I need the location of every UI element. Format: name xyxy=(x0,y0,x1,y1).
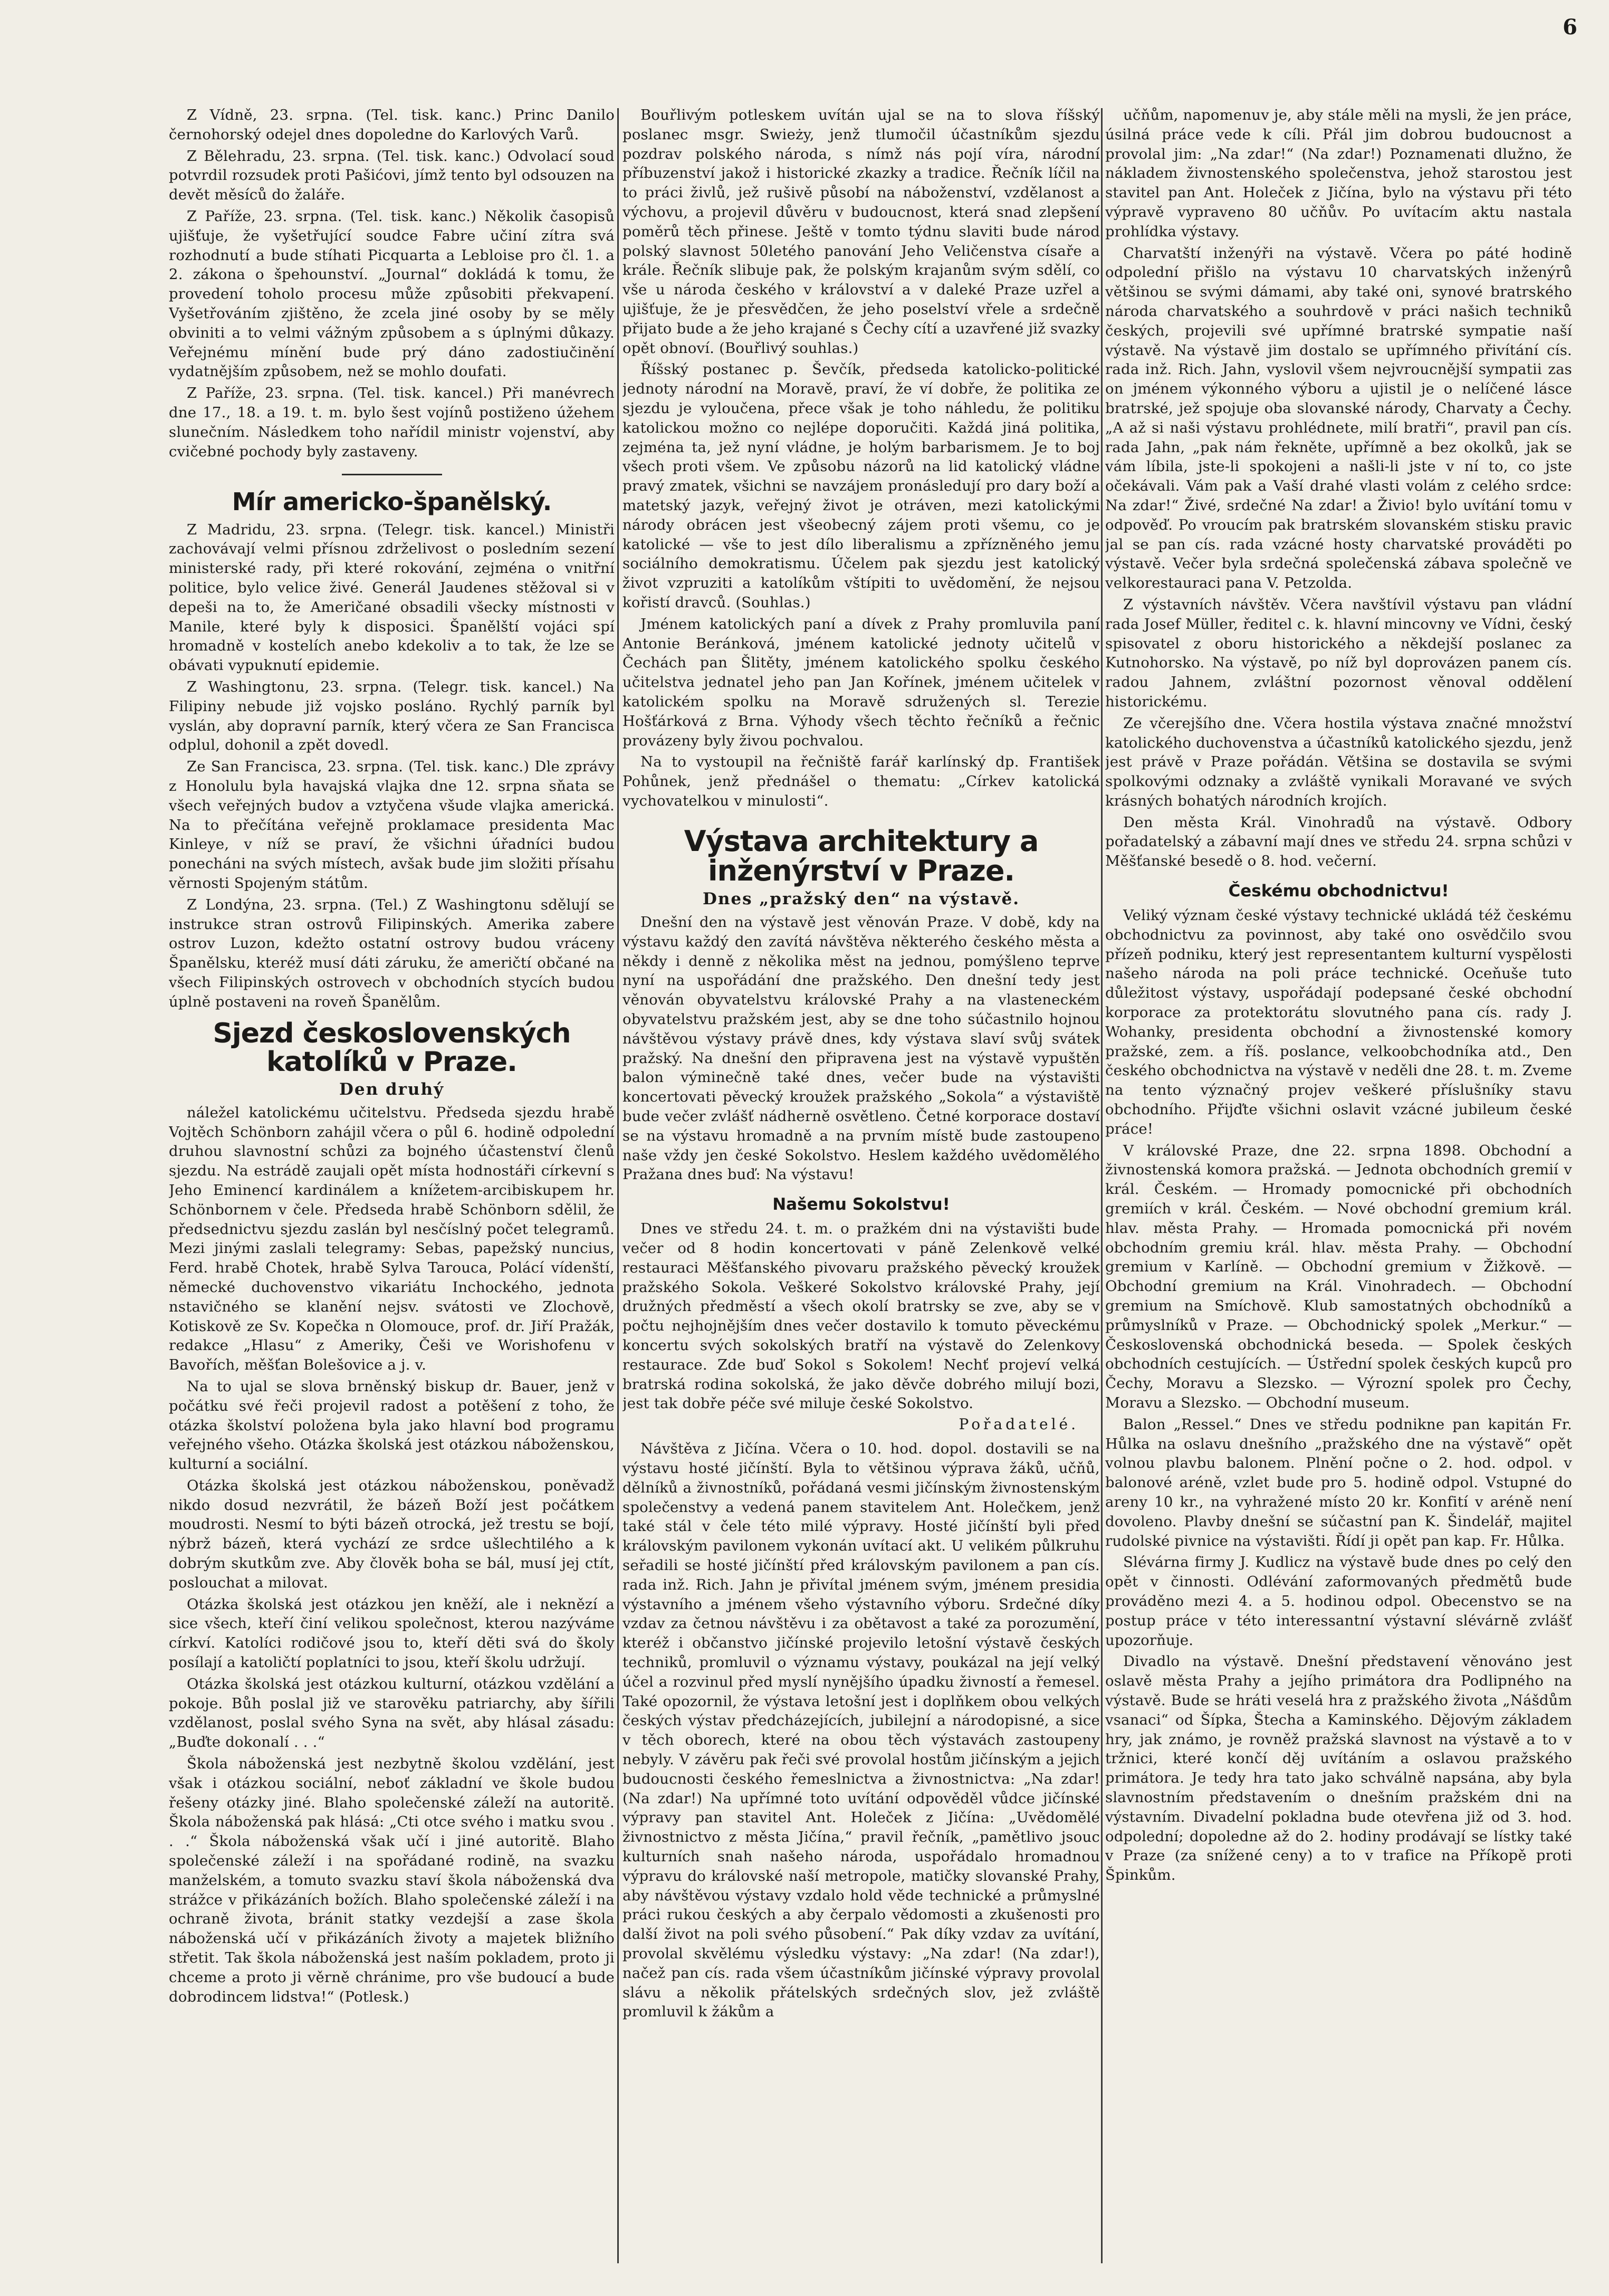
signature: Pořadatelé. xyxy=(959,1415,1079,1433)
article-subheading: Dnes „pražský den“ na výstavě. xyxy=(702,889,1020,909)
section-divider xyxy=(342,474,442,475)
section-heading: Českému obchodnictvu! xyxy=(1228,882,1449,901)
news-paragraph: Jménem katolických paní a dívek z Prahy promluvila paní Antonie Beránková, jménem katolické jednoty učitelů v Čechách pan Šlitěty, jménem katolického spolku českého učitelstva jednatel jeho pan Jan Kořínek, jménem učitelek v katolickém spolku na Moravě sdružených sl. Terezie Hošťárková z Brna. Výhody všech těchto řečníků a řečnic provázeny byly živou pochvalou. xyxy=(622,615,1100,749)
news-paragraph: Z výstavních návštěv. Včera navštívil výstavu pan vládní rada Josef Müller, ředitel c. k. hlavní mincovny ve Vídni, český spisovatel z oboru historického a někdejší poslanec za Kutnohorsko. Na výstavě, po níž byl doprovázen panem cís. radou Jahnem, zvláštní pozornost věnoval oddělení historickému. xyxy=(1105,596,1572,710)
news-paragraph: Návštěva z Jičína. Včera o 10. hod. dopol. dostavili se na výstavu hosté jičínští. Byla to většinou výprava žáků, učňů, dělníků a živnostníků, pořádaná vesmi jičínským živnostenským společenstvy a vedená panem stavitelem Ant. Holečkem, jenž také stál v čele této milé výpravy. Hosté jičínští byli před královským pavilonem vykonán uvítací akt. U velikém půlkruhu seřadili se hosté jičínští před královským pavilonem a pan cís. rada inž. Rich. Jahn je přivítal jménem svým, jménem presidia výstavního a jménem všeho výstavního výboru. Srdečné díky vzdav za četnou návštěvu i za obětavost a také za porozumění, kteréž i občanstvo jičínské projevilo letošní výstavě českých techniků, promluvil o významu výstavy, poukázal na její velký účel a rozvinul před myslí nynějšího úpadku živností a řemesel. Také opozornil, že výstava letošní jest i doplňkem obou velkých českých výstav předcházejících, jubilejní a národopisné, a sice v těch oborech, které na obou těch výstavách zastoupeny nebyly. V závěru pak řeči své provolal hostům jičínským a jejich budoucnosti českého řemeslnictva a živnostnictva: „Na zdar! (Na zdar!) Na upřímné toto uvítání odpověděl vůdce jičínské výpravy pan stavitel Ant. Holeček z Jičína: „Uvědomělé živnostnictvo z města Jičína,“ pravil řečník, „pamětlivo jsouc kulturních snah našeho národa, uspořádalo hromadnou výpravu do královské naší metropole, matičky slovanské Prahy, aby návštěvou výstavy vzdalo hold věde technické a průmyslné práci rukou českých a aby čerpalo vědomosti a zkušenosti pro další život na poli svého působení.“ Pak díky vzdav za uvítání, provolal skvělému výsledku výstavy: „Na zdar! (Na zdar!), načež pan cís. rada všem účastníkům jičínské výpravy provolal slávu a několik přátelských srdečných slov, jež zvláště promluvil k žákům a xyxy=(622,1440,1100,2021)
news-paragraph: Na to ujal se slova brněnský biskup dr. Bauer, jenž v počátku své řeči projevil radost a potěšení z toho, že otázka školství položena byla jako hlavní bod programu veřejného všeho. Otázka školská jest otázkou náboženskou, kulturní a sociální. xyxy=(169,1377,615,1473)
news-paragraph: Ze včerejšího dne. Včera hostila výstava značné množství katolického duchovenstva a účastníků katolického sjezdu, jenž jest právě v Praze pořádán. Většina se dostavila se svými spolkovými odznaky a zvláště vynikali Moravané ve svých krásných bohatých národních krojích. xyxy=(1105,714,1572,809)
news-paragraph: Škola náboženská jest nezbytně školou vzdělání, jest však i otázkou sociální, neboť základní ve škole budou řešeny otázky jiné. Blaho společenské záleží na autoritě. Škola náboženská pak hlásá: „Cti otce svého i matku svou . . .“ Škola náboženská však učí i jiné autoritě. Blaho společenské záleží i na spořádané rodině, na svazku manželském, a tomuto svazku staví škola náboženská dva strážce v přikázáních božích. Blaho společenské záleží i na ochraně života, bránit statky vezdejší a zase škola náboženská učí v přikázáních životy a majetek bližního střetit. Tak škola náboženská jest naším pokladem, proto ji chceme a proto ji věrně chránime, pro vše budoucí a bude dobrodincem lidstva!“ (Potlesk.) xyxy=(169,1755,615,2005)
news-paragraph: Charvatští inženýři na výstavě. Včera po páté hodině odpolední přišlo na výstavu 10 charvatských inženýrů většinou se svými dámami, aby také oni, synové bratrského národa charvatského a souhrdově v práci našich techniků českých, projevili své upřímné bratrské sympatie naší výstavě. Na výstavě jim dostalo se upřímného přivítání cís. rada inž. Rich. Jahn, vyslovil všem nejvroucnější sympatii zas on jménem výkonného výboru a ujistil je o nelíčené lásce bratrské, jež spojuje oba slovanské národy, Charvaty a Čechy. „A až si naši výstavu prohlédnete, milí bratři“, pravil pan cís. rada Jahn, „pak nám řekněte, upřímně a bez okolků, jak se vám líbila, jste-li spokojeni a našli-li jste v ní to, co jste očekávali. Vám pak a Vaší drahé vlasti volám z celého srdce: Na zdar!“ Živé, srdečné Na zdar! a Živio! bylo uvítání tomu v odpověď. Po vroucím pak bratrském slovanském stisku pravic jal se pan cís. rada vzácné hosty charvatské prováděti po výstavě. Večer byla srdečná společenská zábava společně ve velkorestauraci pana V. Petzolda. xyxy=(1105,244,1572,592)
news-paragraph: náležel katolickému učitelstvu. Předseda sjezdu hrabě Vojtěch Schönborn zahájil včera o půl 6. hodině odpolední druhou slavnostní schůzi za bojného účastenství členů sjezdu. Na estrádě zaujali opět místa hodnostáři církevní s Jeho Eminencí kardinálem a knížetem-arcibiskupem hr. Schönbornem v čele. Předseda hrabě Schönborn sdělil, že předsednictvu sjezdu zaslán byl nesčíslný počet telegramů. Mezi jinými zaslali telegramy: Sebas, papežský nuncius, Ferd. hrabě Chotek, hrabě Sylva Tarouca, Polácí vídenští, německé duchovenstvo vikariátu Inchockého, jednota nstavičného se klanění nejsv. svátosti ve Zlochově, Kotiskově ze Sv. Kopečka n Olomouce, prof. dr. Jiří Pražák, redakce „Hlasu“ z Ameriky, Češi ve Worishofenu v Bavořích, měšťan Bolešovice a j. v. xyxy=(169,1104,615,1374)
page-number: 6 xyxy=(1563,15,1577,40)
news-paragraph: Dnešní den na výstavě jest věnován Praze. V době, kdy na výstavu každý den zavítá návštěva některého českého města a někdy i denně z několika měst na jednou, pomýšleno teprve nyní na uspořádání dne pražského. Den dnešní tedy jest věnován obyvatelstvu královské Prahy a na vlasteneckém obyvatelstvu pražském jest, aby se dne toho súčastnilo hojnou návštěvou výstavy právě dnes, kdy výstava slaví svůj svátek pražský. Na dnešní den připravena jest na výstavě vypuštěn balon výminečně také dnes, večer bude na výstavišti koncertovati pěvecký kroužek pražského „Sokola“ a výstaviště bude večer zvlášť nádherně osvětleno. Četné korporace dostaví se na výstavu hromadně a na prvním místě bude zastoupeno naše vždy jen české Sokolstvo. Heslem každého uvědomělého Pražana dnes buď: Na výstavu! xyxy=(622,914,1100,1183)
news-paragraph: Den města Král. Vinohradů na výstavě. Odbory pořadatelský a zábavní mají dnes ve středu 24. srpna schůzi v Měšťanské besedě o 8. hod. večerní. xyxy=(1105,814,1572,870)
news-paragraph: Z Paříže, 23. srpna. (Tel. tisk. kanc.) Několik časopisů ujišťuje, že vyšetřující soudce Fabre učiní zítra svá rozhodnutí a bude stíhati Picquarta a Lebloise pro čl. 1. a 2. zákona o špehounství. „Journal“ dokládá k tomu, že provedení toholo procesu může způsobiti překvapení. Vyšetřováním zjištěno, že zcela jiné osoby by se měly obviniti a to velmi vážným způsobem a s úplnými důkazy. Veřejnému mínění bude prý dáno zadostiučinění vydatnějším způsobem, než se mohlo doufati. xyxy=(169,207,615,380)
news-paragraph: Divadlo na výstavě. Dnešní představení věnováno jest oslavě města Prahy a jejího primátora dra Podlipného na výstavě. Bude se hráti veselá hra z pražského života „Nášdům vsanaci“ od Šípka, Štecha a Kaminského. Dějovým základem hry, jak známo, je rovněž pražská slavnost na výstavě a to v tržnici, které končí děj uvítáním a oslavou pražského primátora. Je tedy hra tato jako schválně napsána, aby byla slavnostním představením o dnešním pražském dni na výstavním. Divadelní pokladna bude otevřena již od 3. hod. odpolední; dopoledne až do 2. hodiny prodávají se lístky také v Praze (za snížené ceny) a to v trafice na Příkopě proti Špinkům. xyxy=(1105,1653,1572,1884)
news-paragraph: Veliký význam české výstavy technické ukládá též českému obchodnictvu za povinnost, aby také ono osvědčilo svou přízeň podniku, který jest representantem kulturní vyspělosti našeho národa na poli práce technické. Oceňuše tuto důležitost výstavy, uspořádají podepsané české obchodní korporace za protektorátu slovutného pana cís. rady J. Wohanky, presidenta obchodní a živnostenské komory pražské, zem. a říš. poslance, velkoobchodníka atd., Den českého obchodnictva na výstavě v neděli dne 28. t. m. Zveme na tento význačný projev veškeré příslušníky stavu obchodního. Přijďte všichni oslavit vzácné jubileum české práce! xyxy=(1105,907,1572,1137)
news-paragraph: Bouřlivým potleskem uvítán ujal se na to slova říšský poslanec msgr. Swieży, jenž tlumočil účastníkům sjezdu pozdrav polského národa, s nímž nás pojí víra, národní příbuzenství jakož i historické zkazky a tradice. Řečník líčil na to práci živlů, jež rušivě působí na náboženství, vzdělanost a výchovu, a projevil důvěru v budoucnost, která snad zlepšení poměrů těch přinese. Ještě v tomto týdnu slaviti bude národ polský slavnost 50letého panování Jeho Veličenstva císaře a krále. Řečník slibuje pak, že polským krajanům svým sdělí, co vše u národa českého v království a v daleké Praze uzřel a ujišťuje, že je přesvědčen, že jeho poselství vřele a srdečně přijato bude a že jeho krajané s Čechy cítí a uzavřené již svazky opět obnoví. (Bouřlivý souhlas.) xyxy=(622,107,1100,357)
news-paragraph: Z Madridu, 23. srpna. (Telegr. tisk. kancel.) Ministři zachovávají velmi přísnou zdrželivost o posledním sezení ministerské rady, při které rokování, zejména o vnitřní politice, bylo velice živé. Generál Jaudenes stěžoval si v depeši na to, že Američané obsadili všecky místnosti v Manile, které byly k disposici. Španělští vojáci spí hromadně v kostelích anebo kdekoliv a to tak, že lze se obávati vypuknutí epidemie. xyxy=(169,521,615,674)
news-paragraph: Říšský postanec p. Ševčík, předseda katolicko-politické jednoty národní na Moravě, praví, že ví dobře, že politika ze sjezdu je vyloučena, přece však je toho náhledu, že politiku katolickou možno co nejlépe doporučiti. Každá jiná politika, zejména ta, jež nyní vládne, je holým barbarismem. Je to boj všech proti všem. Ve způsobu názorů na lid katolický vládne pravý zmatek, všichni se navzájem pronásledují pro dary boží a matetský jazyk, veřejný život je otráven, mezi katolickými národy obrácen jest všeobecný zájem proti všemu, co je katolické — vše to jest dílo liberalismu a zpřízněného jemu sociálního demokratismu. Účelem pak sjezdu jest katolický život vzpruziti a katolíkům vštípiti to uvědomění, že nejsou kořistí dravců. (Souhlas.) xyxy=(622,361,1100,611)
news-paragraph: V královské Praze, dne 22. srpna 1898. Obchodní a živnostenská komora pražská. — Jednota obchodních gremií v král. Českém. — Hromady pomocnické při obchodních gremiích v král. Českém. — Nové obchodní gremium král. hlav. města Prahy. — Hromada pomocnická při novém obchodním gremiu král. hlav. města Prahy. — Obchodní gremium v Karlíně. — Obchodní gremium v Žižkově. — Obchodní gremium na Král. Vinohradech. — Obchodní gremium na Smíchově. Klub samostatných obchodníků a průmyslníků v Praze. — Obchodnický spolek „Merkur.“ — Československá obchodnická beseda. — Spolek českých obchodních cestujících. — Ústřední spolek českých kupců pro Čechy, Moravu a Slezsko. — Výrozní spolek pro Čechy, Moravu a Slezsko. — Obchodní museum. xyxy=(1105,1142,1572,1411)
column-rule xyxy=(1101,108,1103,2263)
news-paragraph: učňům, napomenuv je, aby stále měli na mysli, že jen práce, úsilná práce vede k cíli. Přál jim dobrou budoucnost a provolal jim: „Na zdar!“ (Na zdar!) Poznamenati dlužno, že nákladem živnostenského společenstva, jehož starostou jest stavitel pan Ant. Holeček z Jičína, bylo na výstavu při této výpravě vypraveno 80 učňův. Po uvítacím aktu nastala prohlídka výstavy. xyxy=(1105,107,1572,240)
column-1 xyxy=(169,106,615,2263)
column-3 xyxy=(1105,106,1572,2263)
news-paragraph: Otázka školská jest otázkou kulturní, otázkou vzdělání a pokoje. Bůh poslal již ve starověku patriarchy, aby šířili vzdělanost, poslal svého Syna na svět, aby hlásal zásadu: „Buďte dokonalí . . .“ xyxy=(169,1675,615,1751)
news-paragraph: Otázka školská jest otázkou náboženskou, poněvadž nikdo dosud nezvrátil, že bázeň Boží jest počátkem moudrosti. Nesmí to býti bázeň otrocká, jež trestu se bojí, nýbrž bázeň, která vychází ze srdce ušlechtilého a k dobrým skutkům zve. Aby člověk boha se bál, musí jej ctít, poslouchat a milovat. xyxy=(169,1477,615,1591)
news-paragraph: Balon „Ressel.“ Dnes ve středu podnikne pan kapitán Fr. Hůlka na oslavu dnešního „pražského dne na výstavě“ opět volnou plavbu balonem. Plnění počne o 2. hod. odpol. v balonové aréně, vzlet bude pro 5. hodině odpol. Vstupné do areny 10 kr., na vyhražené místo 20 kr. Konfití v aréně není dovoleno. Plavby dnešní se súčastní pan K. Šindelář, majitel rudolské pivnice na výstavišti. Řídí ji opět pan kap. Fr. Hůlka. xyxy=(1105,1415,1572,1549)
section-heading: Našemu Sokolstvu! xyxy=(772,1195,950,1214)
news-paragraph: Na to vystoupil na řečniště farář karlínský dp. František Pohůnek, jenž přednášel o thematu: „Církev katolická vychovatelkou v minulosti“. xyxy=(622,753,1100,809)
news-paragraph: Z Washingtonu, 23. srpna. (Telegr. tisk. kancel.) Na Filipiny nebude již vojsko posláno. Rychlý parník byl vyslán, aby dopravní parník, který včera ze San Francisca odplul, dohonil a zpět dovedl. xyxy=(169,678,615,754)
article-headline: Výstava architektury a inženýrství v Praze. xyxy=(684,824,1039,888)
news-paragraph: Z Bělehradu, 23. srpna. (Tel. tisk. kanc.) Odvolací soud potvrdil rozsudek proti Pašićovi, jímž tento byl odsouzen na devět měsíců do žaláře. xyxy=(169,147,615,204)
column-2 xyxy=(622,106,1100,2263)
article-headline: Sjezd československých katolíků v Praze. xyxy=(213,1017,571,1078)
news-paragraph: Z Londýna, 23. srpna. (Tel.) Z Washingtonu sdělují se instrukce stran ostrovů Filipinských. Amerika zabere ostrov Luzon, kdežto ostatní ostrovy budou vráceny Španělsku, kteréž musí dáti záruku, že američtí občané na všech Filipinských ostrovech v obchodních stycích budou úplně postaveni na roveň Španělům. xyxy=(169,896,615,1010)
section-heading: Mír americko-španělský. xyxy=(232,487,552,516)
column-rule xyxy=(617,108,619,2263)
news-paragraph: Dnes ve středu 24. t. m. o pražkém dni na výstavišti bude večer od 8 hodin koncertovati v páně Zelenkově velké restauraci Měšťanského pivovaru pražského pěvecký kroužek pražského Sokola. Veškeré Sokolstvo královské Prahy, její družných předměstí a všech okolí bratrsky se zve, aby se v počtu nejhojnějším dnes večer dostavilo k tomuto pěveckému koncertu svých sokolských bratří na výstavě do Zelenkovy restaurace. Zde buď Sokol s Sokolem! Nechť projeví velká bratrská rodina sokolská, že jako děvče dobrého milují bozi, jest tak dobře péče své miluje české Sokolstvo. xyxy=(622,1220,1100,1412)
news-paragraph: Slévárna firmy J. Kudlicz na výstavě bude dnes po celý den opět v činnosti. Odlévání zaformovaných předmětů bude prováděno mezi 4. a 5. hodinou odpol. Obecenstvo se na postup práce v této interessantní výstavní slévárně zvlášť upozorňuje. xyxy=(1105,1554,1572,1649)
news-paragraph: Otázka školská jest otázkou jen kněží, ale i neknězí a sice všech, kteří činí velikou společnost, kterou nazýváme církví. Katolíci rodičové jsou to, kteří děti svá do školy posílají a katoličtí poplatníci to jsou, kteří školu udržují. xyxy=(169,1595,615,1671)
news-paragraph: Z Paříže, 23. srpna. (Tel. tisk. kancel.) Při manévrech dne 17., 18. a 19. t. m. bylo šest vojínů postiženo úžehem slunečním. Následkem toho nařídil ministr vojenství, aby cvičebné pochody byly zastaveny. xyxy=(169,385,615,460)
article-subheading: Den druhý xyxy=(339,1079,445,1099)
news-paragraph: Z Vídně, 23. srpna. (Tel. tisk. kanc.) Princ Danilo černohorský odejel dnes dopoledne do Karlových Varů. xyxy=(169,107,615,143)
news-paragraph: Ze San Francisca, 23. srpna. (Tel. tisk. kanc.) Dle zprávy z Honolulu byla havajská vlajka dne 12. srpna sňata se všech veřejných budov a vztyčena všude vlajka americká. Na to přečítána veřejně proklamace presidenta Mac Kinleye, v níž se praví, že všichni úřadníci budou ponecháni na svých místech, avšak bude jim složiti přísahu věrnosti Spojeným státům. xyxy=(169,758,615,892)
